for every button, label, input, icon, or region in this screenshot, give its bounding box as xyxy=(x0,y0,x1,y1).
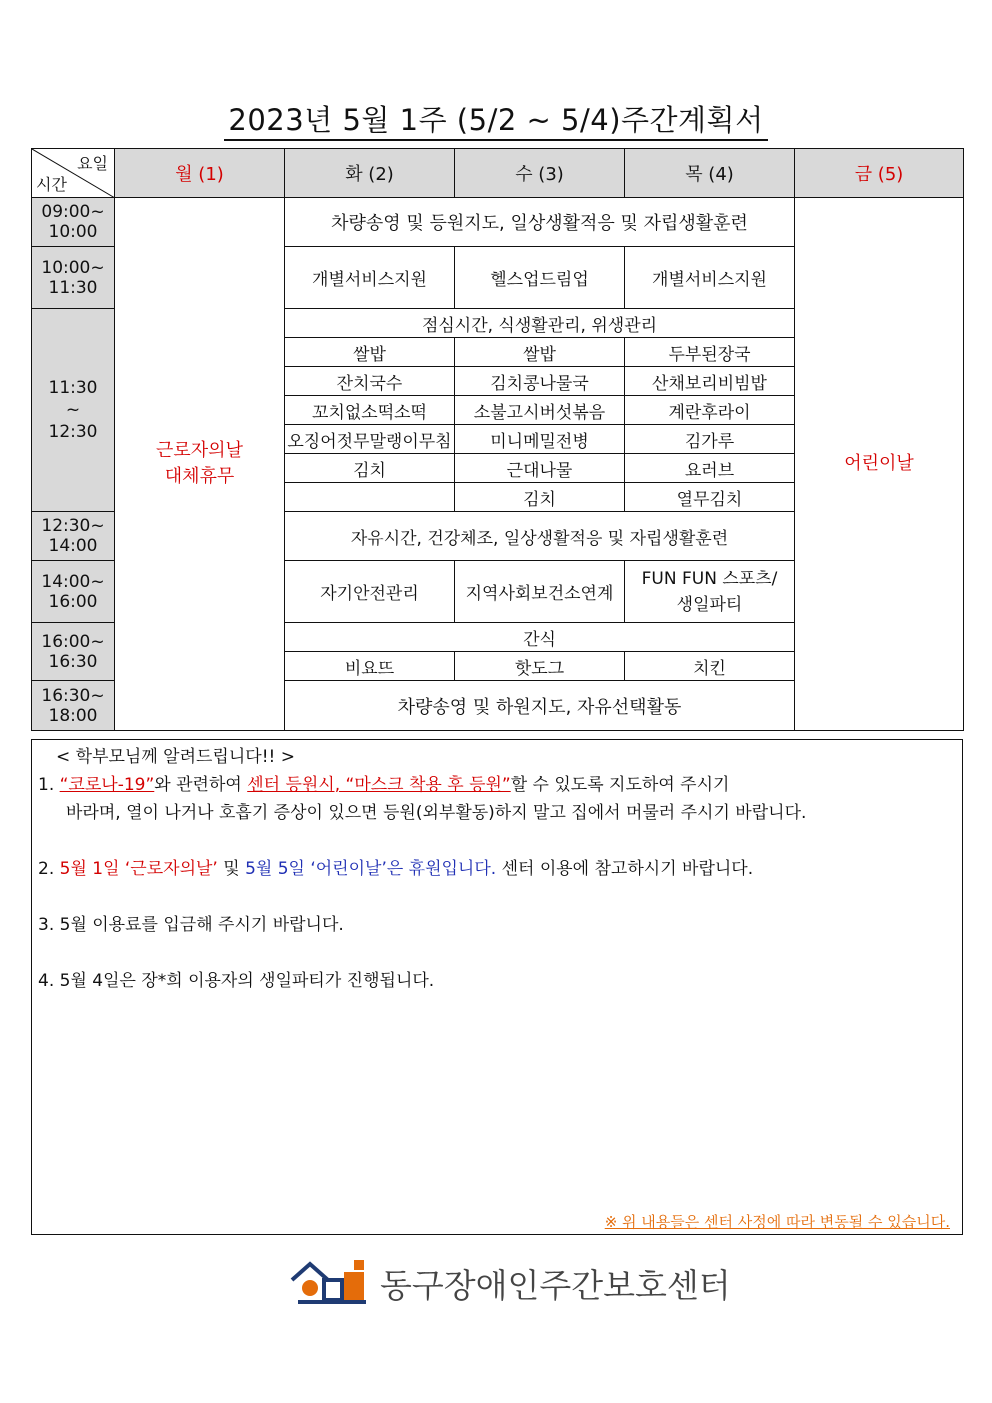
notice-item-3: 3. 5월 이용료를 입금해 주시기 바랍니다. xyxy=(38,915,344,935)
menu-cell: 열무김치 xyxy=(625,483,795,512)
notice-item-1-line2: 바라며, 열이 나거나 호흡기 증상이 있으면 등원(외부활동)하지 말고 집에서 머물러 주시기 바랍니다. xyxy=(66,803,807,823)
menu-cell: 계란후라이 xyxy=(625,396,795,425)
program-cell: FUN FUN 스포츠/ 생일파티 xyxy=(625,561,795,623)
time-slot: 09:00~ 10:00 xyxy=(32,198,115,247)
program-cell: 지역사회보건소연계 xyxy=(455,561,625,623)
morning-activity: 차량송영 및 등원지도, 일상생활적응 및 자립생활훈련 xyxy=(285,198,795,247)
program-cell: 개별서비스지원 xyxy=(625,247,795,309)
menu-cell: 미니메밀전병 xyxy=(455,425,625,454)
menu-cell: 쌀밥 xyxy=(285,338,455,367)
day-header-thu: 목 (4) xyxy=(625,149,795,198)
notice-item-1 xyxy=(38,770,729,795)
menu-cell: 산채보리비빔밥 xyxy=(625,367,795,396)
menu-cell: 소불고시버섯볶음 xyxy=(455,396,625,425)
corner-day-label: 요일 xyxy=(77,154,108,173)
menu-cell: 잔치국수 xyxy=(285,367,455,396)
notice-text: 와 관련하여 xyxy=(154,775,248,795)
center-name: 동구장애인주간보호센터 xyxy=(380,1266,731,1305)
notice-highlight: 5월 5일 ‘어린이날’은 휴원입니다. xyxy=(245,859,497,879)
evening-activity: 차량송영 및 하원지도, 자유선택활동 xyxy=(285,681,795,731)
notice-highlight: 센터 등원시, “마스크 착용 후 등원” xyxy=(247,775,511,795)
menu-cell: 김치 xyxy=(285,454,455,483)
notice-heading: < 학부모님께 알려드립니다!! > xyxy=(56,747,295,767)
parent-notice-box xyxy=(31,739,963,1235)
menu-cell: 요러브 xyxy=(625,454,795,483)
house-logo-icon xyxy=(288,1254,378,1306)
notice-text: 할 수 있도록 지도하여 주시기 xyxy=(510,775,730,795)
monday-holiday: 근로자의날 대체휴무 xyxy=(115,198,285,731)
day-header-fri: 금 (5) xyxy=(795,149,964,198)
menu-cell: 김가루 xyxy=(625,425,795,454)
lunch-header: 점심시간, 식생활관리, 위생관리 xyxy=(285,309,795,338)
day-header-mon: 월 (1) xyxy=(115,149,285,198)
program-cell: 헬스업드림업 xyxy=(455,247,625,309)
menu-cell: 두부된장국 xyxy=(625,338,795,367)
notice-number: 1. xyxy=(38,775,60,795)
snack-header: 간식 xyxy=(285,623,795,652)
corner-header xyxy=(32,149,115,198)
menu-cell xyxy=(285,483,455,512)
snack-cell: 비요뜨 xyxy=(285,652,455,681)
free-time-activity: 자유시간, 건강체조, 일상생활적응 및 자립생활훈련 xyxy=(285,512,795,561)
notice-footnote: ※ 위 내용들은 센터 사정에 따라 변동될 수 있습니다. xyxy=(604,1213,950,1231)
notice-item-2 xyxy=(38,854,753,879)
time-slot: 16:30~ 18:00 xyxy=(32,681,115,731)
time-slot: 12:30~ 14:00 xyxy=(32,512,115,561)
weekly-schedule-table xyxy=(31,148,964,731)
time-slot: 11:30 ~ 12:30 xyxy=(32,309,115,512)
time-slot: 14:00~ 16:00 xyxy=(32,561,115,623)
snack-cell: 치킨 xyxy=(625,652,795,681)
notice-text: 및 xyxy=(217,859,246,879)
menu-cell: 김치콩나물국 xyxy=(455,367,625,396)
menu-cell: 쌀밥 xyxy=(455,338,625,367)
program-cell: 개별서비스지원 xyxy=(285,247,455,309)
notice-text: 센터 이용에 참고하시기 바랍니다. xyxy=(496,859,754,879)
menu-cell: 근대나물 xyxy=(455,454,625,483)
menu-cell: 오징어젓무말랭이무침 xyxy=(285,425,455,454)
corner-time-label: 시간 xyxy=(36,175,67,194)
page-title: 2023년 5월 1주 (5/2 ~ 5/4)주간계획서 xyxy=(0,98,992,139)
notice-number: 2. xyxy=(38,859,60,879)
notice-item-4: 4. 5월 4일은 장*희 이용자의 생일파티가 진행됩니다. xyxy=(38,971,435,991)
center-logo xyxy=(288,1254,731,1306)
menu-cell: 김치 xyxy=(455,483,625,512)
program-cell: 자기안전관리 xyxy=(285,561,455,623)
day-header-tue: 화 (2) xyxy=(285,149,455,198)
notice-highlight: 5월 1일 ‘근로자의날’ xyxy=(59,859,218,879)
time-slot: 16:00~ 16:30 xyxy=(32,623,115,681)
snack-cell: 핫도그 xyxy=(455,652,625,681)
time-slot: 10:00~ 11:30 xyxy=(32,247,115,309)
menu-cell: 꼬치없소떡소떡 xyxy=(285,396,455,425)
notice-highlight: “코로나-19” xyxy=(59,775,155,795)
day-header-wed: 수 (3) xyxy=(455,149,625,198)
friday-holiday: 어린이날 xyxy=(795,198,964,731)
